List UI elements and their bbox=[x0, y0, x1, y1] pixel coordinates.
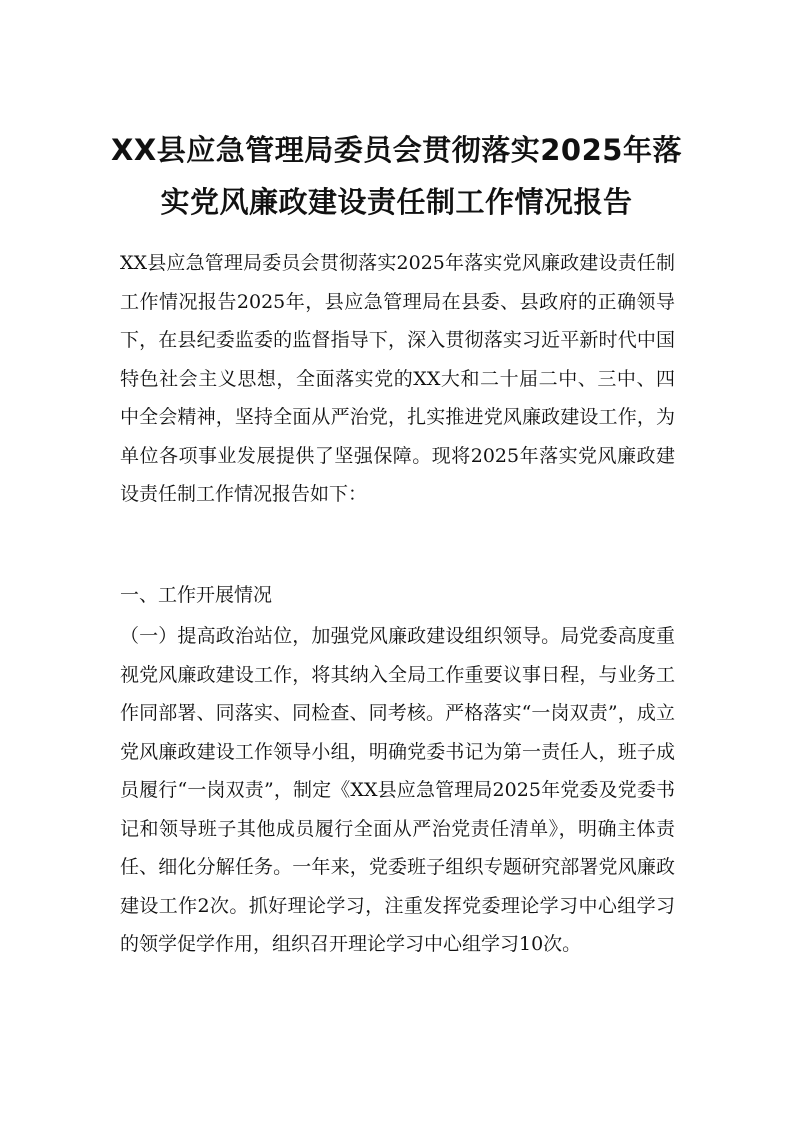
document-title: XX县应急管理局委员会贯彻落实2025年落实党风廉政建设责任制工作情况报告 bbox=[111, 133, 682, 219]
section-paragraph: （一）提高政治站位，加强党风廉政建设组织领导。局党委高度重视党风廉政建设工作，将其纳入全局工作重要议事日程，与业务工作同部署、同落实、同检查、同考核。严格落实“一岗双责”，成立党风廉政建设工作领导小组，明确党委书记为第一责任人，班子成员履行“一岗双责”，制定《XX县应急管理局2025年党委及党委书记和领导班子其他成员履行全面从严治党责任清单》，明确主体责任、细化分解任务。一年来，党委班子组织专题研究部署党风廉政建设工作2次。抓好理论学习，注重发挥党委理论学习中心组学习的领学促学作用，组织召开理论学习中心组学习10次。 bbox=[120, 625, 675, 955]
section-heading: 一、工作开展情况 bbox=[120, 584, 273, 606]
intro-paragraph: XX县应急管理局委员会贯彻落实2025年落实党风廉政建设责任制工作情况报告2025年，县应急管理局在县委、县政府的正确领导下，在县纪委监委的监督指导下，深入贯彻落实习近平新时代中国特色社会主义思想，全面落实党的XX大和二十届二中、三中、四中全会精神，坚持全面从严治党，扎实推进党风廉政建设工作，为单位各项事业发展提供了坚强保障。现将2025年落实党风廉政建设责任制工作情况报告如下： bbox=[120, 252, 675, 505]
